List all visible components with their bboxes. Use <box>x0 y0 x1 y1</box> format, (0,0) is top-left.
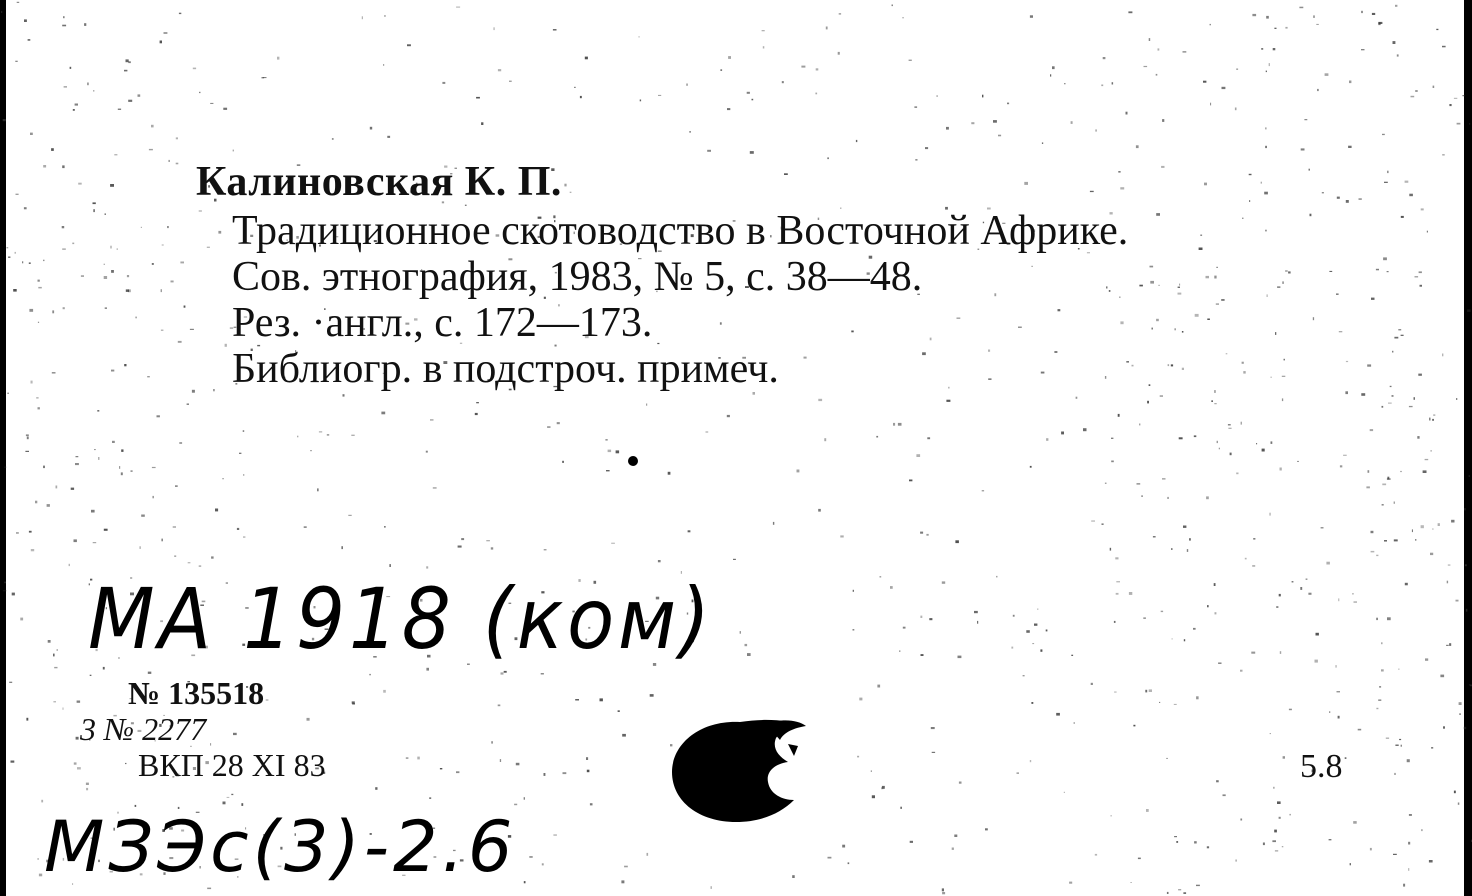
card-code: 5.8 <box>1300 748 1343 785</box>
registration-stamp: ВКП 28 XI 83 <box>138 747 326 783</box>
handwritten-shelfmark: МА 1918 (ком) <box>88 570 714 668</box>
description-line-source: Сов. этнография, 1983, № 5, с. 38—48. <box>232 254 923 300</box>
bibliographic-description <box>232 208 1128 392</box>
author-name: Калиновская К. П. <box>196 159 562 205</box>
accession-number: № 135518 <box>128 675 265 711</box>
description-line-bibliography: Библиогр. в подстроч. примеч. <box>232 346 779 392</box>
description-line-title: Традиционное скотоводство в Восточной Африке. <box>232 208 1129 254</box>
punch-hole-icon <box>670 716 820 826</box>
description-line-summary: Рез. ·англ., с. 172—173. <box>232 300 653 346</box>
order-number: 3 № 2277 <box>80 711 207 747</box>
handwritten-classification: МЗЭс(3)-2.6 <box>44 806 517 888</box>
